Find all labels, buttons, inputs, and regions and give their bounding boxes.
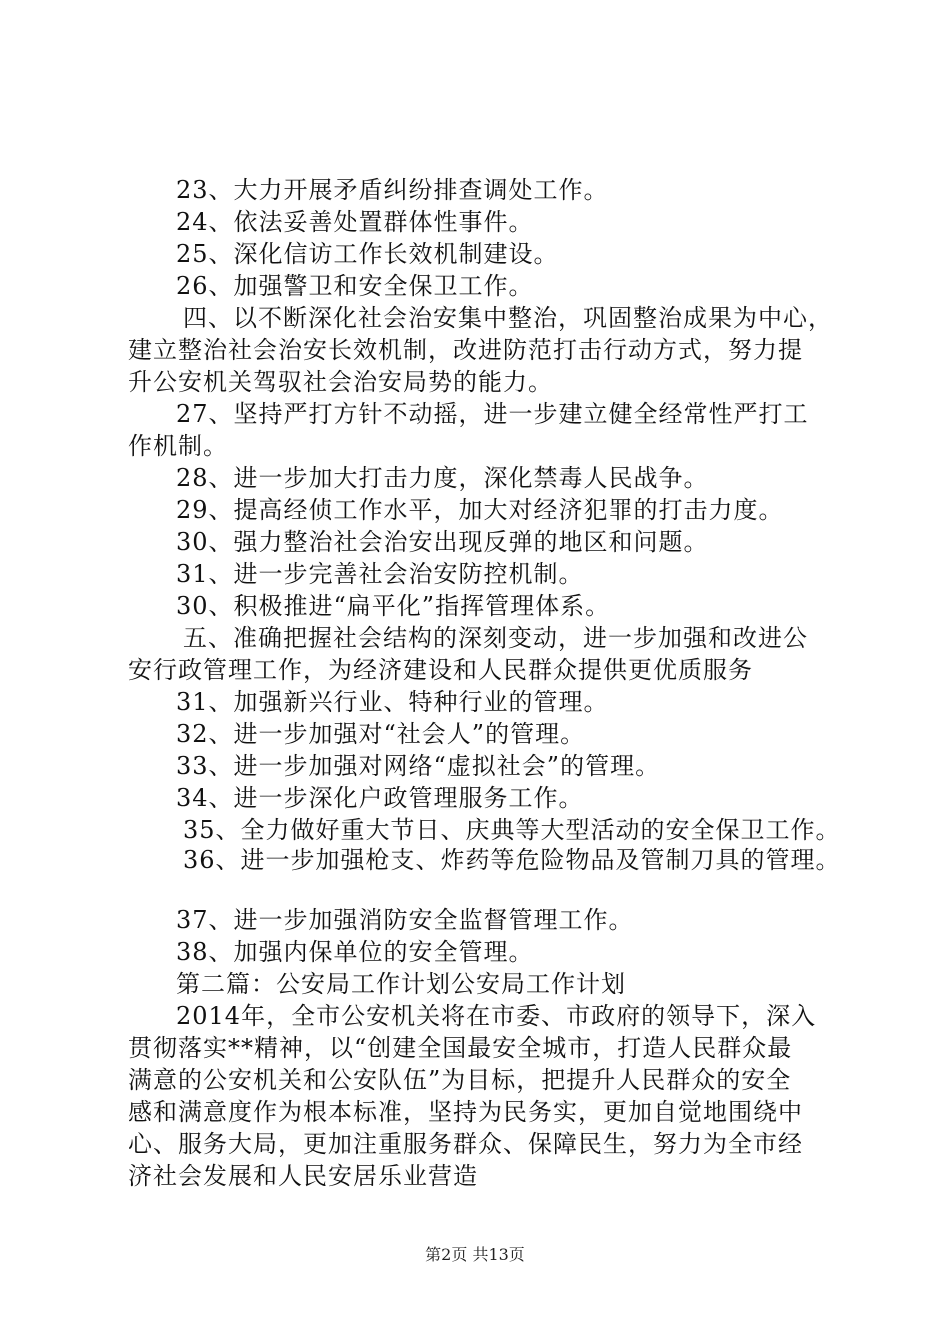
list-item-30: 30、强力整治社会治安出现反弹的地区和问题。 — [176, 528, 709, 556]
section-heading-5-line-2: 安行政管理工作，为经济建设和人民群众提供更优质服务 — [128, 656, 753, 684]
list-item-37: 37、进一步加强消防安全监督管理工作。 — [176, 906, 634, 934]
paragraph-line-5: 心、服务大局，更加注重服务群众、保障民生，努力为全市经 — [128, 1130, 803, 1158]
list-item-27-line-2: 作机制。 — [128, 432, 228, 460]
chapter-title: 第二篇：公安局工作计划公安局工作计划 — [176, 970, 626, 998]
list-item-25: 25、深化信访工作长效机制建设。 — [176, 240, 559, 268]
paragraph-line-1: 2014年，全市公安机关将在市委、市政府的领导下，深入 — [176, 1002, 817, 1030]
list-item-23: 23、大力开展矛盾纠纷排查调处工作。 — [176, 176, 609, 204]
section-heading-4-line-1: 四、以不断深化社会治安集中整治，巩固整治成果为中心， — [183, 304, 833, 332]
list-item-24: 24、依法妥善处置群体性事件。 — [176, 208, 534, 236]
paragraph-line-2: 贯彻落实**精神，以“创建全国最安全城市，打造人民群众最 — [128, 1034, 793, 1062]
section-heading-4-line-3: 升公安机关驾驭社会治安局势的能力。 — [128, 368, 553, 396]
list-item-36: 36、进一步加强枪支、炸药等危险物品及管制刀具的管理。 — [183, 846, 841, 874]
section-heading-4-line-2: 建立整治社会治安长效机制，改进防范打击行动方式，努力提 — [128, 336, 803, 364]
list-item-30b: 30、积极推进“扁平化”指挥管理体系。 — [176, 592, 611, 620]
list-item-31: 31、进一步完善社会治安防控机制。 — [176, 560, 584, 588]
list-item-35: 35、全力做好重大节日、庆典等大型活动的安全保卫工作。 — [183, 816, 841, 844]
list-item-29: 29、提高经侦工作水平，加大对经济犯罪的打击力度。 — [176, 496, 784, 524]
list-item-34: 34、进一步深化户政管理服务工作。 — [176, 784, 584, 812]
paragraph-line-6: 济社会发展和人民安居乐业营造 — [128, 1162, 478, 1190]
page-number-footer: 第2页 共13页 — [425, 1245, 525, 1264]
section-heading-5-line-1: 五、准确把握社会结构的深刻变动，进一步加强和改进公 — [183, 624, 808, 652]
list-item-38: 38、加强内保单位的安全管理。 — [176, 938, 534, 966]
list-item-32: 32、进一步加强对“社会人”的管理。 — [176, 720, 586, 748]
paragraph-line-4: 感和满意度作为根本标准，坚持为民务实，更加自觉地围绕中 — [128, 1098, 803, 1126]
list-item-26: 26、加强警卫和安全保卫工作。 — [176, 272, 534, 300]
list-item-27-line-1: 27、坚持严打方针不动摇，进一步建立健全经常性严打工 — [176, 400, 809, 428]
list-item-31b: 31、加强新兴行业、特种行业的管理。 — [176, 688, 609, 716]
list-item-28: 28、进一步加大打击力度，深化禁毒人民战争。 — [176, 464, 709, 492]
list-item-33: 33、进一步加强对网络“虚拟社会”的管理。 — [176, 752, 661, 780]
paragraph-line-3: 满意的公安机关和公安队伍”为目标，把提升人民群众的安全 — [128, 1066, 792, 1094]
